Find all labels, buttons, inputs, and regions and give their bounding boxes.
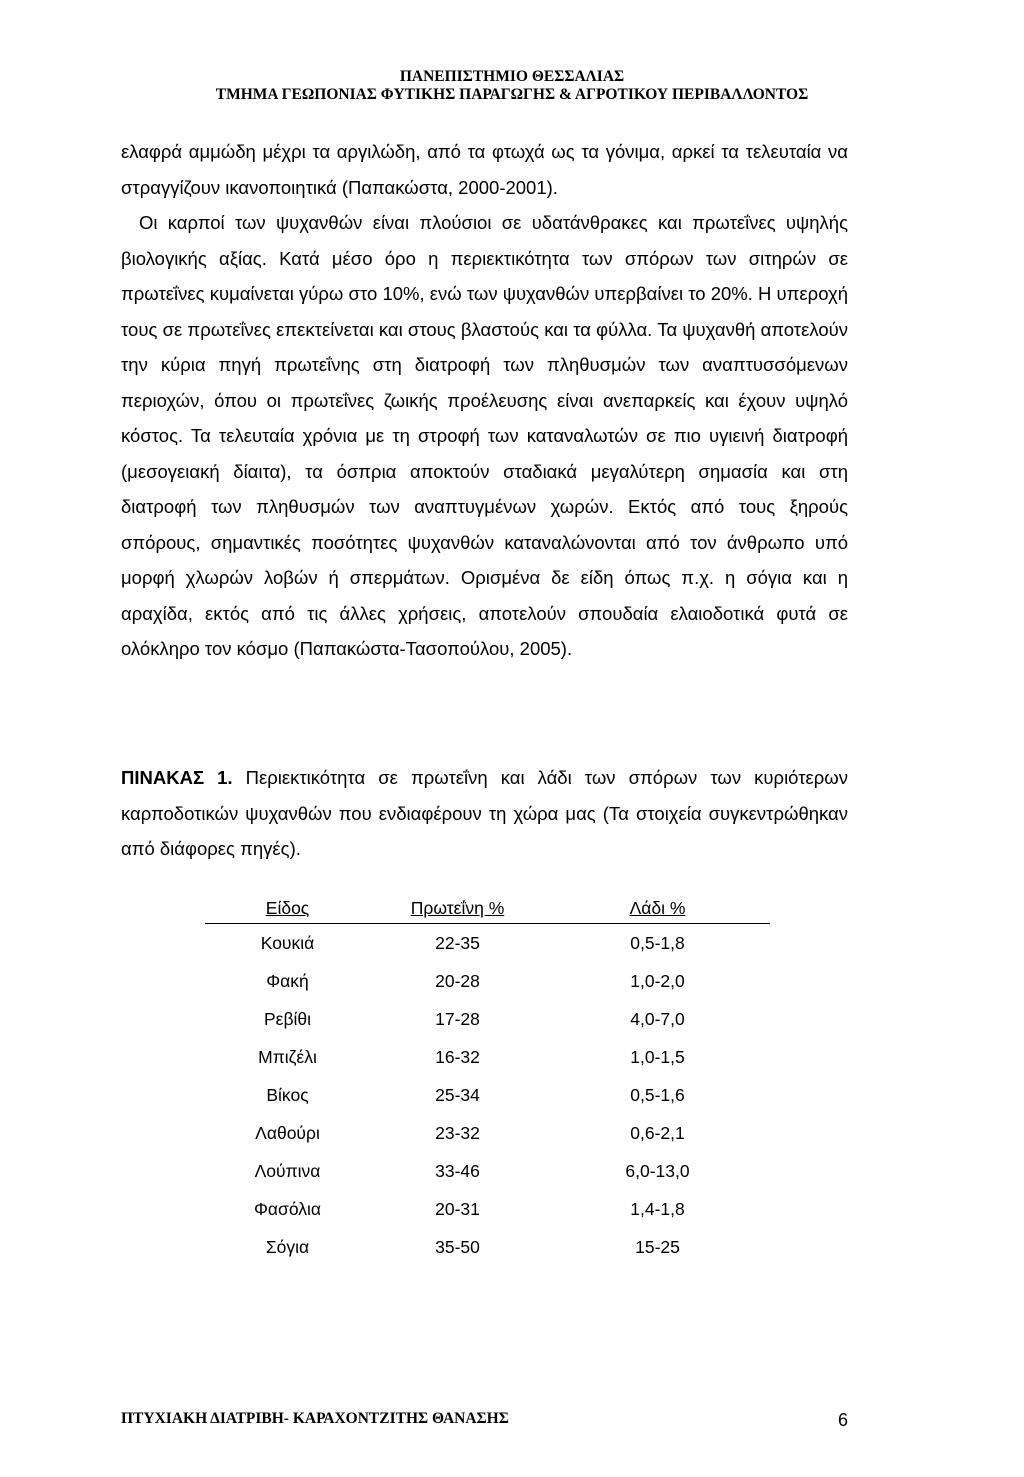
table-cell: 15-25 bbox=[635, 1236, 680, 1257]
table-cell: Λούπινα bbox=[254, 1160, 321, 1181]
table-cell: 23-32 bbox=[435, 1122, 480, 1143]
table-cell: 16-32 bbox=[435, 1046, 480, 1067]
column-header: Είδος bbox=[205, 893, 370, 924]
table-cell: Μπιζέλι bbox=[258, 1046, 317, 1067]
university-name: ΠΑΝΕΠΙΣΤΗΜΙΟ ΘΕΣΣΑΛΙΑΣ bbox=[399, 68, 625, 85]
body-text bbox=[121, 134, 848, 667]
table-cell: 33-46 bbox=[435, 1160, 480, 1181]
table-row bbox=[205, 962, 770, 1000]
page-header bbox=[0, 68, 1024, 104]
table-cell: Κουκιά bbox=[260, 932, 315, 953]
table-cell: 0,6-2,1 bbox=[630, 1122, 685, 1143]
page-number: 6 bbox=[837, 1410, 848, 1430]
table-row bbox=[205, 1038, 770, 1076]
paragraph: Οι καρποί των ψυχανθών είναι πλούσιοι σε υδατάνθρακες και πρωτεΐνες υψηλής βιολογικής αξίας. Κατά μέσο όρο η περιεκτικότητα των σπόρων των σιτηρών σε πρωτεΐνες κυμαίνεται γύρω στο 10%, ενώ των ψυχανθών υπερβαίνει το 20%. Η υπεροχή τους σε πρωτεΐνες επεκτείνεται και στους βλαστούς και τα φύλλα. Τα ψυχανθή αποτελούν την κύρια πηγή πρωτεΐνης στη διατροφή των πληθυσμών των αναπτυσσόμενων περιοχών, όπου οι πρωτεΐνες ζωικής προέλευσης είναι ανεπαρκείς και έχουν υψηλό κόστος. Τα τελευταία χρόνια με τη στροφή των καταναλωτών σε πιο υγιεινή διατροφή (μεσογειακή δίαιτα), τα όσπρια αποκτούν σταδιακά μεγαλύτερη σημασία και στη διατροφή των πληθυσμών των αναπτυγμένων χωρών. Εκτός από τους ξηρούς σπόρους, σημαντικές ποσότητες ψυχανθών καταναλώνονται από τον άνθρωπο υπό μορφή χλωρών λοβών ή σπερμάτων. Ορισμένα δε είδη όπως π.χ. η σόγια και η αραχίδα, εκτός από τις άλλες χρήσεις, αποτελούν σπουδαία ελαιοδοτικά φυτά σε ολόκληρο τον κόσμο (Παπακώστα-Τασοπούλου, 2005). bbox=[121, 212, 848, 659]
footer-text: ΠΤΥΧΙΑΚΗ ΔΙΑΤΡΙΒΗ- ΚΑΡΑΧΟΝΤΖΙΤΗΣ ΘΑΝΑΣΗΣ bbox=[121, 1410, 509, 1427]
table-row bbox=[205, 1190, 770, 1228]
table-cell: Σόγια bbox=[265, 1236, 310, 1257]
table-cell: Φασόλια bbox=[253, 1198, 322, 1219]
table-cell: 0,5-1,8 bbox=[630, 932, 685, 953]
table-row bbox=[205, 1114, 770, 1152]
table-row bbox=[205, 924, 770, 963]
table-cell: Ρεβίθι bbox=[263, 1008, 312, 1029]
table-cell: 1,0-1,5 bbox=[630, 1046, 685, 1067]
table-caption-label: ΠΙΝΑΚΑΣ 1. bbox=[121, 767, 233, 788]
table-caption-text: Περιεκτικότητα σε πρωτεΐνη και λάδι των σπόρων των κυριότερων καρποδοτικών ψυχανθών που ενδιαφέρουν τη χώρα μας (Τα στοιχεία συγκεντρώθηκαν από διάφορες πηγές). bbox=[121, 767, 848, 859]
table-cell: 35-50 bbox=[435, 1236, 480, 1257]
table-cell: 20-31 bbox=[435, 1198, 480, 1219]
table-caption bbox=[121, 760, 848, 867]
column-header: Πρωτεΐνη % bbox=[370, 893, 545, 924]
table-row bbox=[205, 1152, 770, 1190]
table-cell: 17-28 bbox=[435, 1008, 480, 1029]
table-row bbox=[205, 1076, 770, 1114]
table-cell: 0,5-1,6 bbox=[630, 1084, 685, 1105]
page-footer bbox=[121, 1410, 848, 1428]
table-row bbox=[205, 1228, 770, 1266]
column-header: Λάδι % bbox=[545, 893, 770, 924]
table-body bbox=[205, 924, 770, 1267]
table-cell: 1,0-2,0 bbox=[630, 970, 685, 991]
table-cell: 25-34 bbox=[435, 1084, 480, 1105]
table-cell: 1,4-1,8 bbox=[630, 1198, 685, 1219]
table-header-row bbox=[205, 893, 770, 924]
paragraph: ελαφρά αμμώδη μέχρι τα αργιλώδη, από τα φτωχά ως τα γόνιμα, αρκεί τα τελευταία να στραγγίζουν ικανοποιητικά (Παπακώστα, 2000-2001). bbox=[121, 141, 848, 198]
table-cell: 22-35 bbox=[435, 932, 480, 953]
table-cell: Λαθούρι bbox=[255, 1122, 320, 1143]
data-table bbox=[205, 893, 770, 1266]
table-row bbox=[205, 1000, 770, 1038]
table-cell: 6,0-13,0 bbox=[625, 1160, 690, 1181]
table-cell: 4,0-7,0 bbox=[630, 1008, 685, 1029]
table-cell: 20-28 bbox=[435, 970, 480, 991]
department-name: ΤΜΗΜΑ ΓΕΩΠΟΝΙΑΣ ΦΥΤΙΚΗΣ ΠΑΡΑΓΩΓΗΣ & ΑΓΡΟΤΙΚΟΥ ΠΕΡΙΒΑΛΛΟΝΤΟΣ bbox=[215, 86, 809, 103]
table-cell: Βίκος bbox=[266, 1084, 309, 1105]
table-cell: Φακή bbox=[266, 970, 309, 991]
